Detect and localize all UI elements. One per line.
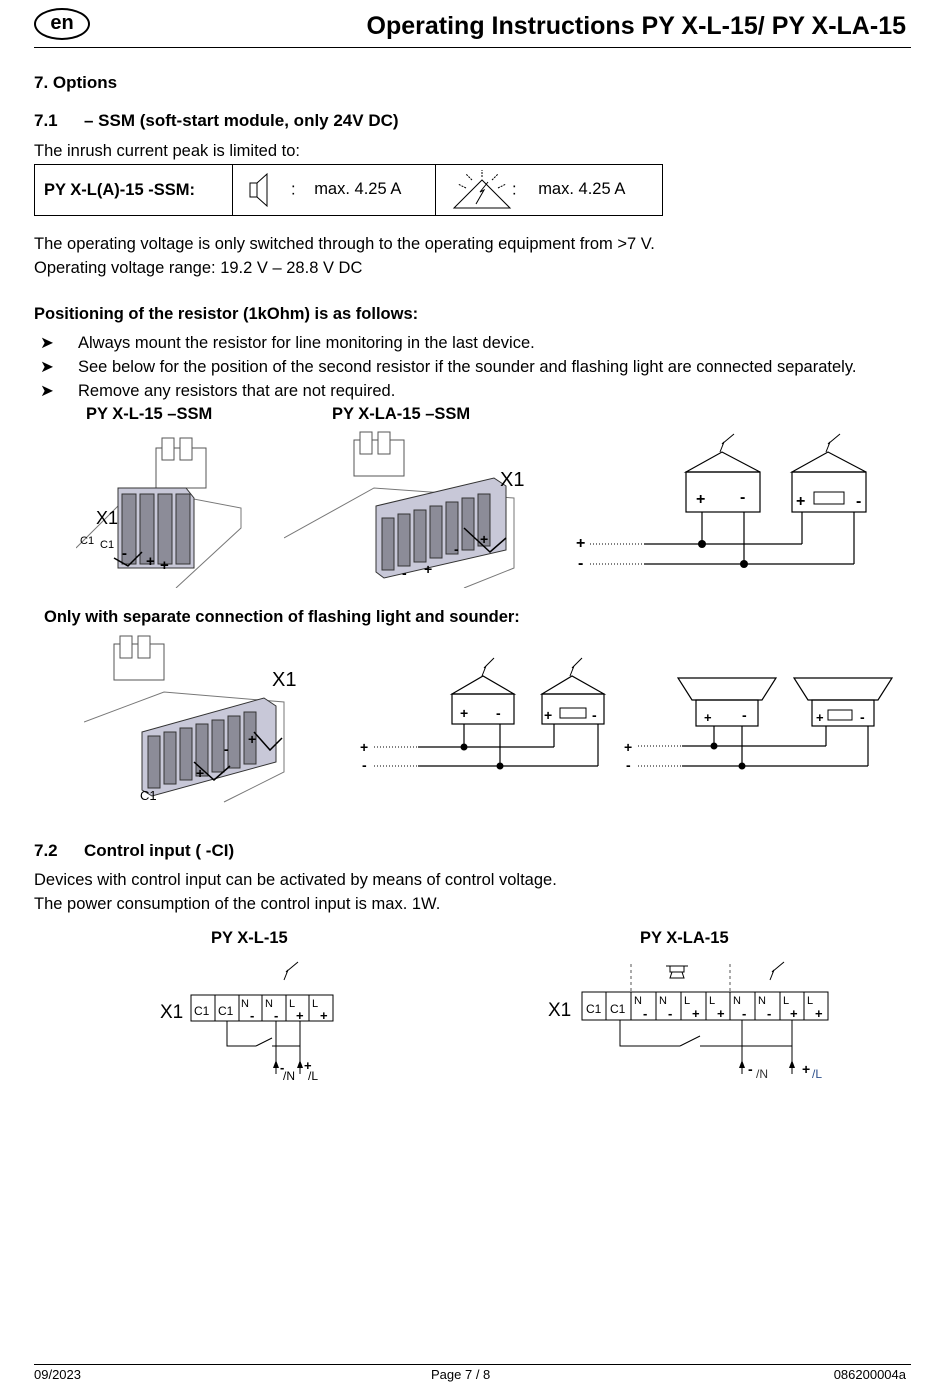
terminal-minus-label: - — [224, 741, 229, 757]
terminal-l-label: L — [684, 995, 691, 1007]
device-minus-label: - — [496, 705, 501, 721]
device-plus-label: + — [544, 707, 553, 723]
terminal-n-label: N — [659, 995, 667, 1007]
terminal-plus-label: + — [196, 765, 205, 781]
language-badge: en — [34, 8, 90, 40]
device-minus-label: - — [592, 707, 597, 723]
arrow-bullet-icon: ➤ — [40, 382, 54, 400]
x1-label: X1 — [272, 669, 297, 691]
terminal-plus-label: + — [692, 1006, 700, 1021]
separate-connection-heading: Only with separate connection of flashing light and sounder: — [44, 608, 520, 626]
flashing-light-wiring-diagram — [356, 652, 616, 774]
header-rule — [34, 47, 911, 48]
terminal-plus-label: + — [146, 553, 155, 570]
x1-label: X1 — [160, 1002, 184, 1023]
light-cell — [436, 165, 663, 216]
terminal-minus-label: - — [274, 1008, 279, 1023]
arrow-bullet-icon: ➤ — [40, 358, 54, 376]
terminal-plus-label: + — [160, 557, 169, 574]
pyxl-control-input-diagram — [156, 958, 342, 1086]
terminal-l-label: L — [289, 998, 296, 1010]
footer-document-number: 086200004a — [833, 1367, 906, 1382]
device-minus-label: - — [860, 709, 865, 725]
x1-label: X1 — [548, 1000, 572, 1021]
x1-label: X1 — [500, 469, 525, 491]
sounder-wiring-diagram — [620, 670, 900, 774]
footer-rule — [34, 1364, 911, 1365]
section-7-1-title: – SSM (soft-start module, only 24V DC) — [84, 111, 399, 130]
terminal-n-label: N — [758, 995, 766, 1007]
supply-minus-label: - — [362, 757, 367, 773]
device-plus-label: + — [460, 705, 469, 721]
terminal-plus-label: + — [424, 561, 433, 577]
device-plus-label: + — [816, 710, 824, 725]
input-l-label: /L — [812, 1067, 823, 1081]
terminal-minus-label: - — [742, 1006, 747, 1021]
voltage-line-1: The operating voltage is only switched through to the operating equipment from >7 V. — [34, 235, 655, 253]
terminal-plus-label: + — [296, 1008, 304, 1023]
supply-minus-label: - — [626, 757, 631, 773]
sounder-symbol — [670, 966, 684, 972]
light-current-value: max. 4.25 A — [538, 180, 626, 199]
pyxla-control-input-diagram — [544, 958, 840, 1086]
c1-label: C1 — [194, 1004, 210, 1018]
bullet-item: ➤ Always mount the resistor for line monitoring in the last device. — [40, 334, 535, 352]
terminal-n-label: N — [634, 995, 642, 1007]
control-input-line-2: The power consumption of the control input is max. 1W. — [34, 895, 441, 913]
c1-label: C1 — [218, 1004, 234, 1018]
figure-label-pyxla: PY X-LA-15 — [640, 929, 729, 947]
flashing-light-icon — [450, 168, 514, 212]
input-plus-label: + — [304, 1058, 312, 1073]
c1-label: C1 — [100, 539, 115, 551]
terminal-minus-label: - — [402, 565, 407, 581]
c1-label: C1 — [80, 535, 95, 547]
supply-plus-label: + — [624, 739, 633, 755]
c1-label: C1 — [140, 788, 157, 803]
inrush-intro: The inrush current peak is limited to: — [34, 142, 300, 160]
terminal-minus-label: - — [767, 1006, 772, 1021]
supply-plus-label: + — [576, 535, 586, 552]
figure-label-pyxla-ssm: PY X-LA-15 –SSM — [332, 405, 471, 423]
input-minus-label: - — [280, 1060, 285, 1075]
page-header-title: Operating Instructions PY X-L-15/ PY X-LA-15 — [366, 12, 906, 40]
terminal-l-label: L — [312, 998, 319, 1010]
pyxla-ssm-terminal-illustration — [284, 428, 554, 588]
model-label: PY X-L(A)-15 -SSM: — [44, 180, 195, 199]
model-cell — [35, 165, 233, 216]
terminal-plus-label: + — [815, 1006, 823, 1021]
pyxl-ssm-terminal-illustration — [76, 428, 246, 588]
terminal-plus-label: + — [320, 1008, 328, 1023]
terminal-n-label: N — [241, 998, 249, 1010]
input-plus-label: + — [802, 1061, 811, 1077]
figure-label-pyxl-ssm: PY X-L-15 –SSM — [86, 405, 213, 423]
x1-label: X1 — [96, 508, 119, 528]
sounder-cell — [233, 165, 436, 216]
supply-minus-label: - — [578, 555, 584, 572]
section-7-2-number: 7.2 — [34, 841, 58, 860]
terminal-n-label: N — [265, 998, 273, 1010]
terminal-l-label: L — [709, 995, 716, 1007]
terminal-l-label: L — [783, 995, 790, 1007]
input-l-label: /L — [308, 1069, 319, 1083]
footer-date: 09/2023 — [34, 1367, 81, 1382]
section-7-2-title: Control input ( -CI) — [84, 841, 235, 860]
terminal-minus-label: - — [454, 541, 459, 557]
device-minus-label: - — [856, 493, 862, 510]
terminal-minus-label: - — [122, 545, 127, 562]
control-input-line-1: Devices with control input can be activated by means of control voltage. — [34, 871, 557, 889]
footer-page-number: Page 7 / 8 — [431, 1367, 491, 1382]
sounder-colon: : — [291, 180, 296, 199]
terminal-plus-label: + — [480, 531, 489, 547]
figure-label-pyxl: PY X-L-15 — [211, 929, 288, 947]
inrush-current-table — [34, 164, 663, 216]
terminal-plus-label: + — [790, 1006, 798, 1021]
separate-connection-terminal-illustration — [84, 632, 314, 807]
input-n-label: /N — [756, 1067, 768, 1081]
terminal-minus-label: - — [643, 1006, 648, 1021]
resistor-heading: Positioning of the resistor (1kOhm) is as follows: — [34, 305, 419, 323]
supply-plus-label: + — [360, 739, 369, 755]
terminal-plus-label: + — [248, 731, 257, 747]
ssm-wiring-diagram — [574, 430, 874, 580]
terminal-l-label: L — [807, 995, 814, 1007]
bullet-item: ➤ Remove any resistors that are not required. — [40, 382, 396, 400]
sounder-icon — [249, 172, 279, 208]
section-7-1-number: 7.1 — [34, 111, 58, 130]
device-plus-label: + — [796, 493, 806, 510]
c1-label: C1 — [586, 1002, 602, 1016]
bullet-item: ➤ See below for the position of the second resistor if the sounder and flashing light are connected separately. — [40, 358, 857, 376]
sounder-current-value: max. 4.25 A — [314, 180, 402, 199]
terminal-n-label: N — [733, 995, 741, 1007]
c1-label: C1 — [610, 1002, 626, 1016]
voltage-line-2: Operating voltage range: 19.2 V – 28.8 V DC — [34, 259, 363, 277]
arrow-bullet-icon: ➤ — [40, 334, 54, 352]
section-7-title: 7. Options — [34, 73, 118, 92]
device-plus-label: + — [696, 491, 706, 508]
input-n-label: /N — [283, 1069, 295, 1083]
device-plus-label: + — [704, 710, 712, 725]
light-colon: : — [512, 180, 517, 199]
terminal-plus-label: + — [717, 1006, 725, 1021]
device-minus-label: - — [742, 707, 747, 723]
input-minus-label: - — [748, 1061, 753, 1077]
device-minus-label: - — [740, 489, 746, 506]
terminal-minus-label: - — [250, 1008, 255, 1023]
terminal-minus-label: - — [668, 1006, 673, 1021]
